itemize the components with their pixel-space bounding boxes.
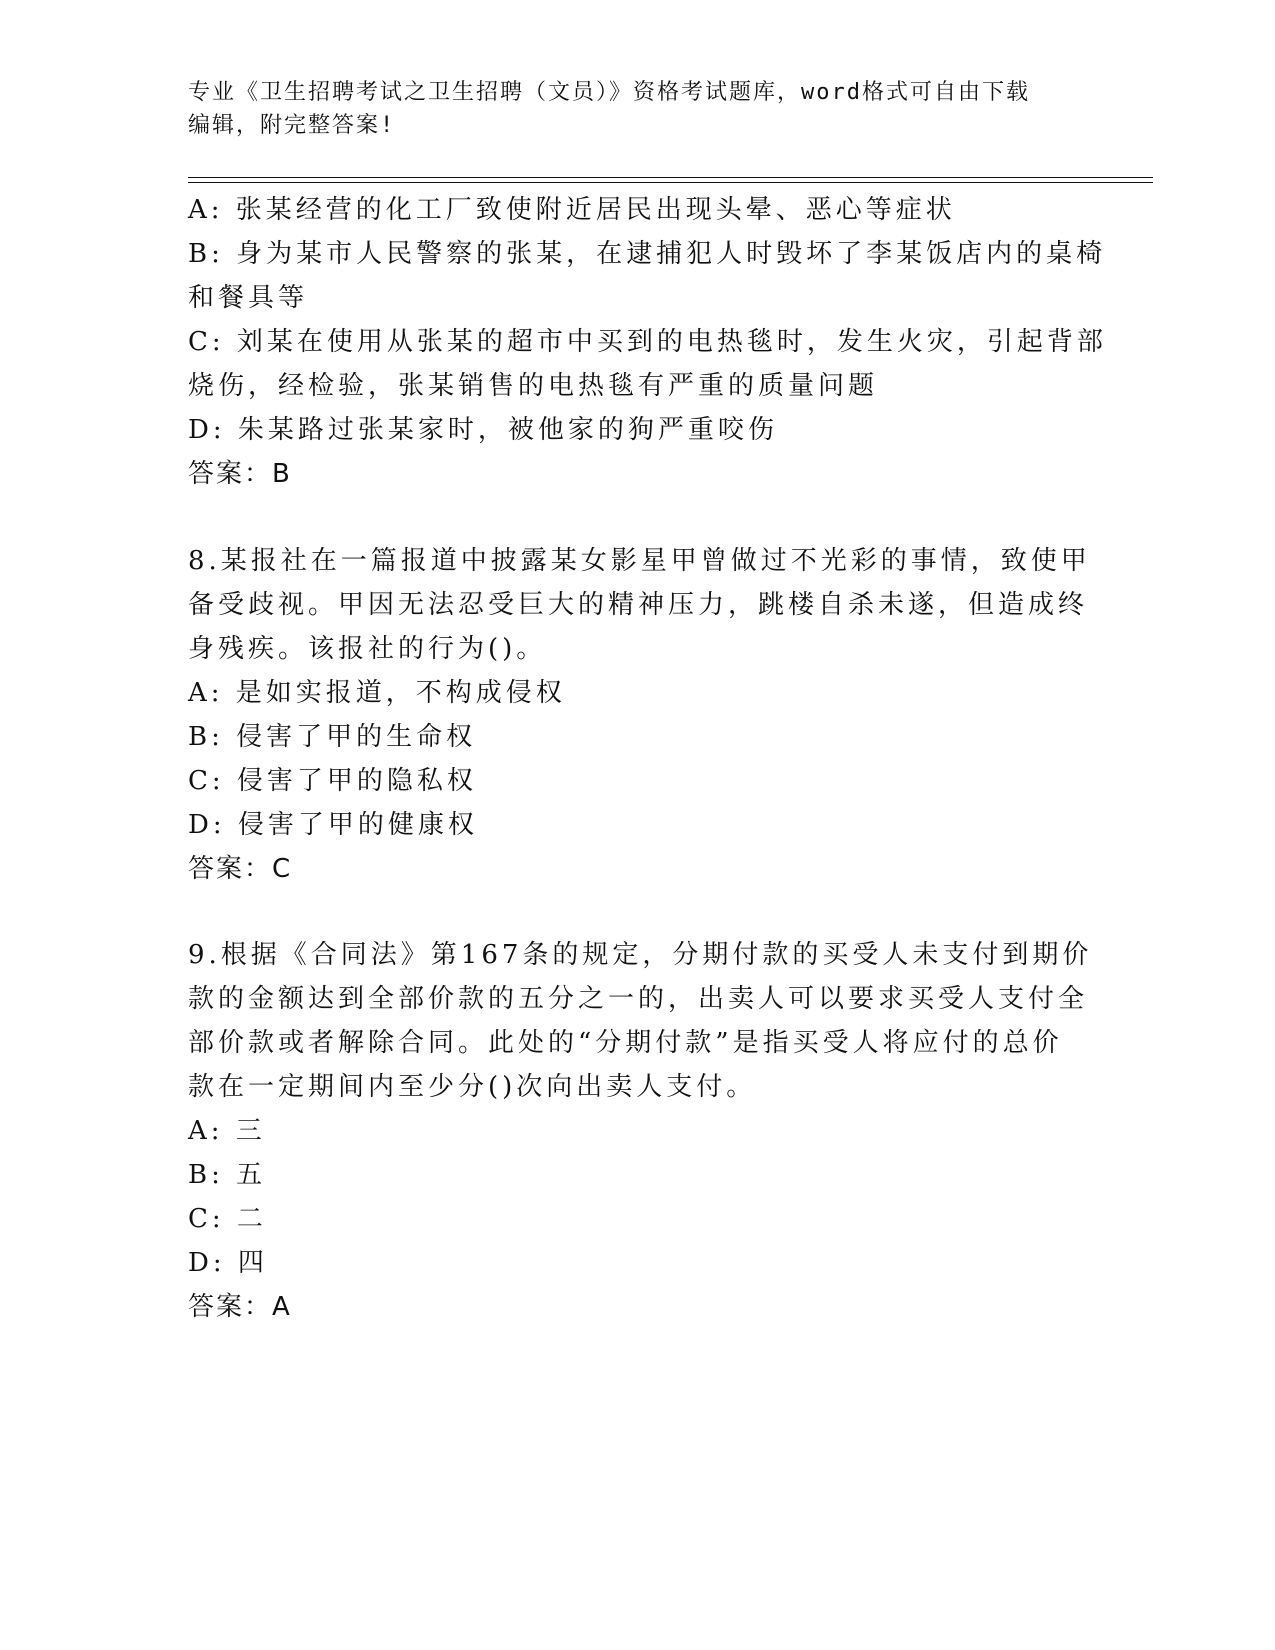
header-divider-bottom bbox=[188, 182, 1153, 183]
q8-stem-line-2: 备受歧视。甲因无法忍受巨大的精神压力，跳楼自杀未遂，但造成终 bbox=[188, 590, 1089, 620]
q9-option-b: B: 五 bbox=[188, 1160, 267, 1190]
q9-stem-line-4: 款在一定期间内至少分()次向出卖人支付。 bbox=[188, 1072, 757, 1102]
header-line-1: 专业《卫生招聘考试之卫生招聘（文员）》资格考试题库，word格式可自由下载 bbox=[188, 80, 1030, 105]
q9-answer: 答案：A bbox=[188, 1292, 292, 1322]
q8-option-a: A: 是如实报道，不构成侵权 bbox=[188, 678, 566, 708]
q8-stem-line-3: 身残疾。该报社的行为()。 bbox=[188, 634, 547, 664]
document-header bbox=[188, 76, 1068, 142]
q9-stem-line-3: 部价款或者解除合同。此处的“分期付款”是指买受人将应付的总价 bbox=[188, 1028, 1063, 1058]
q7-option-b-line-1: B: 身为某市人民警察的张某，在逮捕犯人时毁坏了李某饭店内的桌椅 bbox=[188, 239, 1107, 269]
q7-option-b-line-2: 和餐具等 bbox=[188, 283, 309, 313]
q8-option-d: D: 侵害了甲的健康权 bbox=[188, 810, 478, 840]
q8-option-c: C: 侵害了甲的隐私权 bbox=[188, 766, 477, 796]
q7-option-c-line-1: C: 刘某在使用从张某的超市中买到的电热毯时，发生火灾，引起背部 bbox=[188, 327, 1107, 357]
q8-stem-line-1: 8.某报社在一篇报道中披露某女影星甲曾做过不光彩的事情，致使甲 bbox=[188, 546, 1091, 576]
q8-answer: 答案：C bbox=[188, 854, 293, 884]
q9-option-a: A: 三 bbox=[188, 1116, 266, 1146]
q7-option-c-line-2: 烧伤，经检验，张某销售的电热毯有严重的质量问题 bbox=[188, 371, 879, 401]
header-divider-top bbox=[188, 177, 1153, 178]
q7-option-a: A: 张某经营的化工厂致使附近居民出现头晕、恶心等症状 bbox=[188, 195, 956, 225]
q8-option-b: B: 侵害了甲的生命权 bbox=[188, 722, 477, 752]
q9-option-c: C: 二 bbox=[188, 1204, 267, 1234]
header-line-2: 编辑，附完整答案! bbox=[188, 113, 396, 138]
q9-stem-line-2: 款的金额达到全部价款的五分之一的，出卖人可以要求买受人支付全 bbox=[188, 984, 1089, 1014]
q9-stem-line-1: 9.根据《合同法》第167条的规定，分期付款的买受人未支付到期价 bbox=[188, 940, 1093, 970]
q9-option-d: D: 四 bbox=[188, 1248, 268, 1278]
q7-answer: 答案：B bbox=[188, 459, 292, 489]
q7-option-d: D: 朱某路过张某家时，被他家的狗严重咬伤 bbox=[188, 415, 778, 445]
